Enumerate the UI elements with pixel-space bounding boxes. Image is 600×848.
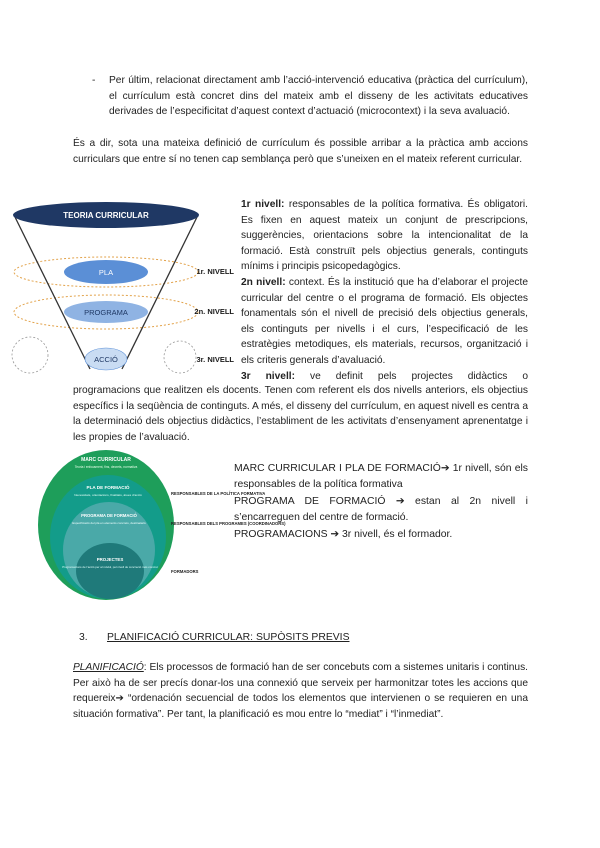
level-3-label: 3r. NIVELL bbox=[196, 355, 234, 364]
level-1-paragraph bbox=[241, 197, 528, 275]
level-1-text: responsables de la política formativa. És obligatori. Es fixen en aquest mateix un conjunt de prescripcions, suggerències, orientacions sobre la intencionalitat de la formació. Està construït pels objectius generals, continguts mínims i principis psicopedagògics. bbox=[241, 199, 528, 273]
teoria-curricular-label: TEORIA CURRICULAR bbox=[63, 211, 149, 220]
projectes-circle bbox=[76, 543, 144, 599]
section-heading bbox=[79, 630, 350, 646]
funnel-line-right bbox=[122, 215, 198, 369]
side-label-programes: RESPONSABLES DELS PROGRAMES (COORDINADORS) bbox=[171, 521, 286, 526]
summary-line-programacions: PROGRAMACIONS ➔ 3r nivell, és el formador. bbox=[234, 528, 453, 540]
pla-formacio-sub: Necessitats, orientacions, finalitats, àrees d’acció bbox=[74, 493, 142, 497]
section-title: PLANIFICACIÓ CURRICULAR: SUPÒSITS PREVIS bbox=[107, 632, 350, 643]
concentric-planning-diagram bbox=[36, 449, 286, 601]
pla-formacio-title: PLA DE FORMACIÓ bbox=[86, 485, 130, 490]
levels-description bbox=[241, 197, 528, 384]
side-label-formadors: FORMADORS bbox=[171, 569, 199, 574]
level-2-text: context. És la institució que ha d’elaborar el projecte curricular del centre o el programa de formació. Els objectes fonamentals són el nivell de precisió dels objectius generals, els continguts per nivells i el curs, l’especificació de les estratègies metodiques, els materials, recursos, organització i els criteris generals d’avaluació. bbox=[241, 276, 528, 366]
pla-label: PLA bbox=[98, 268, 114, 277]
level-1-term: 1r nivell: bbox=[241, 199, 285, 210]
planificacio-paragraph bbox=[73, 660, 528, 722]
bullet-paragraph bbox=[92, 73, 528, 120]
funnel-line-left bbox=[14, 215, 90, 369]
projectes-sub: Programacions de l’acció per al mòdul, pel nivell de concreció més concret bbox=[62, 565, 158, 569]
programa-formacio-sub: Especificació del pla en elements concrets, destinataris bbox=[72, 521, 146, 525]
programa-formacio-title: PROGRAMA DE FORMACIÓ bbox=[81, 513, 137, 518]
level-1-label: 1r. NIVELL bbox=[196, 267, 234, 276]
marc-curricular-sub: Teoria i enfocament, fins, decrets, normativa bbox=[74, 465, 138, 469]
paragraph-level-3-continued: programacions que realitzen els docents. Tenen com referent els dos nivells anteriors, els objectius específics i la seqüència de continguts. A més, el disseny del currículum, en aquest nivell es centra a la determinació dels objectius didàctics, l’establiment de les activitats d’ensenyament aprenentatge i les propies de l’avaluació. bbox=[73, 385, 528, 443]
section-number: 3. bbox=[79, 632, 88, 643]
summary-line-marc: MARC CURRICULAR I PLA DE FORMACIÓ➔ 1r nivell, són els responsables de la política formativa bbox=[234, 463, 528, 491]
accio-label: ACCIÓ bbox=[94, 355, 118, 364]
ring-bottom-left bbox=[12, 337, 48, 373]
marc-curricular-title: MARC CURRICULAR bbox=[81, 457, 131, 463]
planificacio-term: PLANIFICACIÓ bbox=[73, 662, 144, 673]
paragraph-summary: És a dir, sota una mateixa definició de currículum és possible arribar a la pràctica amb accions curriculars que entre sí no tenen cap semblança però que s’uneixen en el mateix referent curricular. bbox=[73, 138, 528, 165]
ring-bottom-right bbox=[164, 341, 196, 373]
bullet-text: Per últim, relacionat directament amb l’acció-intervenció educativa (pràctica del currículum), el currículum està concret dins del mateix amb el disseny de les activitats educatives derivades de l’especificitat d’aquest context d’actuació (microcontext) i la seva avaluació. bbox=[109, 75, 528, 118]
curriculum-funnel-diagram bbox=[8, 197, 236, 379]
level-2-term: 2n nivell: bbox=[241, 276, 286, 288]
projectes-title: PROJECTES bbox=[96, 557, 124, 562]
level-3-text: ve definit pels projectes didàctics o bbox=[295, 370, 528, 382]
summary-line-programa: PROGRAMA DE FORMACIÓ ➔ estan al 2n nivell i s’encarreguen del centre de formació. bbox=[234, 495, 528, 524]
responsibility-summary bbox=[234, 461, 528, 543]
level-2-label: 2n. NIVELL bbox=[194, 307, 234, 316]
level-3-term: 3r nivell: bbox=[241, 370, 296, 382]
planificacio-text: : Els processos de formació han de ser concebuts com a sistemes unitaris i continus. Per això ha de ser precís donar-los una connexió que serveix per harmonitzar totes les accions que requereix➔ “ordenación secuencial de todos los elementos que intervienen o se requieren en una situación formativa”. Per tant, la planificació es mou entre lo “mediat” i “l’inmediat”. bbox=[73, 662, 528, 720]
programa-label: PROGRAMA bbox=[84, 308, 128, 317]
side-label-politica: RESPONSABLES DE LA POLÍTICA FORMATIVA bbox=[171, 491, 266, 496]
level-3-paragraph bbox=[241, 369, 528, 385]
level-2-paragraph bbox=[241, 275, 528, 369]
bullet-dash: - bbox=[92, 75, 96, 86]
